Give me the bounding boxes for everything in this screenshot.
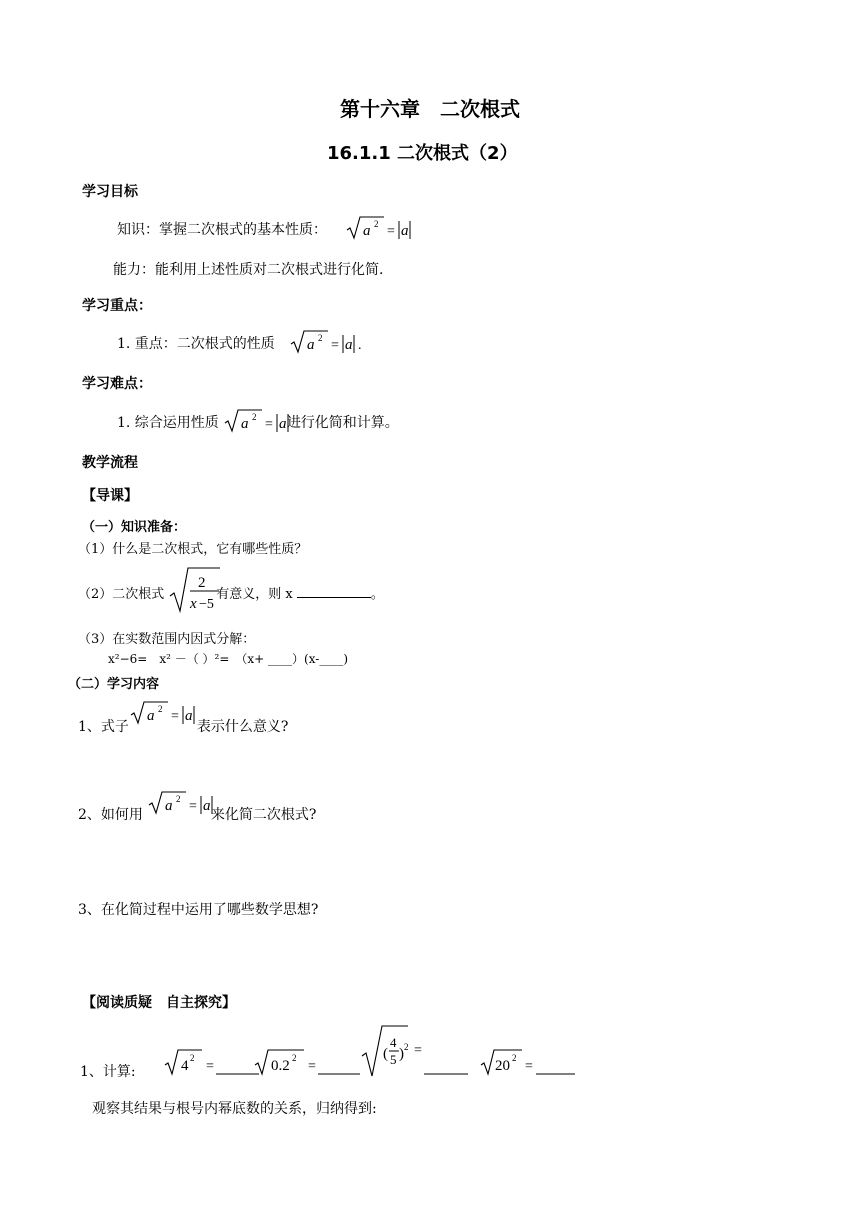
svg-text:.: .	[358, 338, 362, 353]
goals-heading: 学习目标	[82, 184, 138, 200]
svg-text:5: 5	[390, 1052, 397, 1067]
reading-observe: 观察其结果与根号内幂底数的关系，归纳得到:	[92, 1101, 377, 1117]
svg-text:2: 2	[190, 1053, 195, 1063]
goals-ability: 能力：能利用上述性质对二次根式进行化简.	[113, 262, 384, 278]
svg-text:2: 2	[318, 333, 323, 343]
calc-item-sqrt-20-squared	[478, 1043, 578, 1079]
key-points-heading: 学习重点：	[82, 298, 152, 314]
intro-q2-pre: （2）二次根式	[78, 587, 165, 602]
intro-q3: （3）在实数范围内因式分解：	[78, 632, 256, 647]
goals-knowledge	[117, 219, 327, 239]
svg-text:a: a	[307, 337, 315, 353]
svg-text:a: a	[401, 223, 409, 239]
svg-text:): )	[399, 1046, 404, 1062]
svg-text:2: 2	[374, 219, 379, 229]
intro-q2-blank	[297, 583, 371, 598]
reading-heading: 【阅读质疑 自主探究】	[82, 995, 236, 1011]
intro-q2: （2）二次根式 有意义，则 x 。	[78, 583, 384, 602]
content-heading: （二）学习内容	[68, 677, 160, 692]
content-q1-pre: 1、式子	[78, 719, 129, 735]
svg-text:0.2: 0.2	[271, 1058, 290, 1074]
svg-text:4: 4	[181, 1058, 189, 1074]
svg-text:a: a	[203, 798, 211, 814]
intro-q1: （1）什么是二次根式，它有哪些性质？	[78, 542, 308, 557]
svg-text:a: a	[345, 337, 353, 353]
svg-text:=: =	[525, 1059, 533, 1074]
svg-text:=: =	[171, 709, 179, 724]
difficulties-heading: 学习难点：	[82, 376, 152, 392]
calc-item-sqrt-4-5-squared	[360, 1024, 475, 1080]
page-subtitle: 16.1.1 二次根式（2）	[327, 143, 518, 164]
svg-text:a: a	[185, 708, 193, 724]
formula-sqrt-a2-abs-a	[128, 697, 198, 727]
calc-label: 1、计算:	[80, 1064, 136, 1080]
intro-q2-post: 有意义，则 x	[216, 587, 293, 602]
formula-sqrt-a2-abs-a	[146, 787, 216, 817]
content-q1-post: 表示什么意义?	[196, 719, 289, 735]
svg-text:a: a	[363, 223, 371, 239]
svg-text:2: 2	[158, 704, 163, 714]
difficulties-item1-post: 进行化简和计算。	[286, 415, 399, 431]
formula-sqrt-a2-abs-a	[344, 212, 414, 242]
svg-text:=: =	[414, 1043, 422, 1058]
content-q2-pre: 2、如何用	[78, 807, 143, 823]
formula-sqrt-a2-abs-a	[288, 326, 368, 356]
svg-text:a: a	[241, 416, 249, 432]
svg-text:=: =	[206, 1059, 214, 1074]
flow-heading: 教学流程	[82, 455, 138, 471]
page-title: 第十六章 二次根式	[340, 97, 520, 121]
content-q2-post: 来化简二次根式?	[210, 807, 317, 823]
formula-sqrt-fraction	[168, 566, 222, 614]
svg-text:a: a	[165, 798, 173, 814]
svg-text:2: 2	[176, 794, 181, 804]
svg-text:2: 2	[512, 1053, 517, 1063]
svg-text:20: 20	[495, 1058, 510, 1074]
svg-text:a: a	[279, 416, 287, 432]
svg-text:2: 2	[404, 1042, 409, 1052]
intro-heading: 【导课】	[82, 488, 138, 504]
goals-knowledge-text: 知识：掌握二次根式的基本性质：	[117, 222, 327, 238]
svg-text:(: (	[383, 1046, 388, 1062]
svg-text:4: 4	[390, 1035, 397, 1050]
svg-text:=: =	[331, 338, 339, 353]
svg-text:=: =	[265, 417, 273, 432]
intro-q3-expr: x²−6= x² －（ ）²= （x+ ____）(x-____)	[108, 652, 349, 666]
svg-text:−5: −5	[199, 597, 214, 612]
svg-text:2: 2	[292, 1053, 297, 1063]
svg-text:a: a	[147, 708, 155, 724]
svg-text:=: =	[189, 799, 197, 814]
content-q3: 3、在化简过程中运用了哪些数学思想?	[78, 902, 319, 918]
formula-sqrt-a2-abs-a	[222, 405, 292, 435]
svg-text:2: 2	[252, 412, 257, 422]
svg-text:=: =	[387, 224, 395, 239]
svg-text:=: =	[308, 1059, 316, 1074]
intro-part1-heading: （一）知识准备：	[82, 520, 187, 535]
difficulties-item1-pre: 1. 综合运用性质	[117, 415, 219, 431]
calc-item-sqrt-0.2-squared	[252, 1043, 367, 1079]
svg-text:2: 2	[198, 575, 206, 591]
svg-text:x: x	[190, 596, 197, 612]
key-points-item1: 1. 重点：二次根式的性质	[117, 336, 275, 352]
